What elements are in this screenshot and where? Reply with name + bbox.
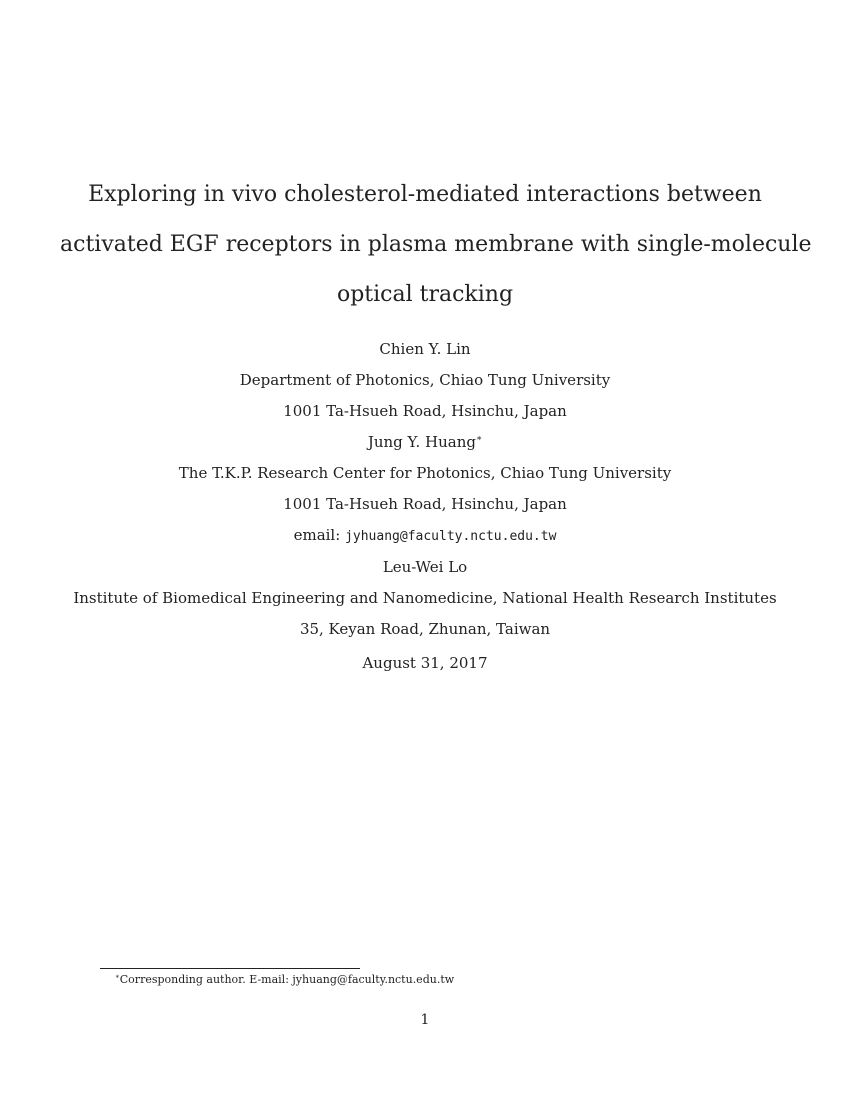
page-number: 1 [420,1012,430,1028]
author-name-3: Leu-Wei Lo [382,558,468,576]
email-link[interactable]: jyhuang@faculty.nctu.edu.tw [345,529,557,544]
footnote [115,972,454,988]
title-line-3: optical tracking [336,282,514,307]
title-line-2: activated EGF receptors in plasma membrane with single-molecule [60,232,812,257]
paper-date: August 31, 2017 [362,654,488,672]
author-name-2-line [40,427,810,458]
corresponding-marker: ∗ [476,434,483,444]
paper-title [60,170,812,320]
author-block [40,334,810,645]
title-line-1: Exploring in vivo cholesterol-mediated interactions between [88,182,762,207]
email-line [40,520,810,552]
author-address-1: 1001 Ta-Hsueh Road, Hsinchu, Japan [283,402,567,420]
author-name-2: Jung Y. Huang [367,433,477,451]
author-affiliation-2: The T.K.P. Research Center for Photonics, Chiao Tung University [178,464,672,482]
author-name-1: Chien Y. Lin [379,340,471,358]
author-affiliation-3: Institute of Biomedical Engineering and Nanomedicine, National Health Research Institutes [73,589,777,607]
email-label: email: [293,526,341,544]
author-address-3: 35, Keyan Road, Zhunan, Taiwan [299,620,551,638]
author-affiliation-1: Department of Photonics, Chiao Tung University [239,371,611,389]
author-address-2: 1001 Ta-Hsueh Road, Hsinchu, Japan [283,495,567,513]
footnote-divider [100,968,360,969]
footnote-text: Corresponding author. E-mail: jyhuang@faculty.nctu.edu.tw [119,973,455,986]
footnote-marker: ∗ [115,972,120,981]
